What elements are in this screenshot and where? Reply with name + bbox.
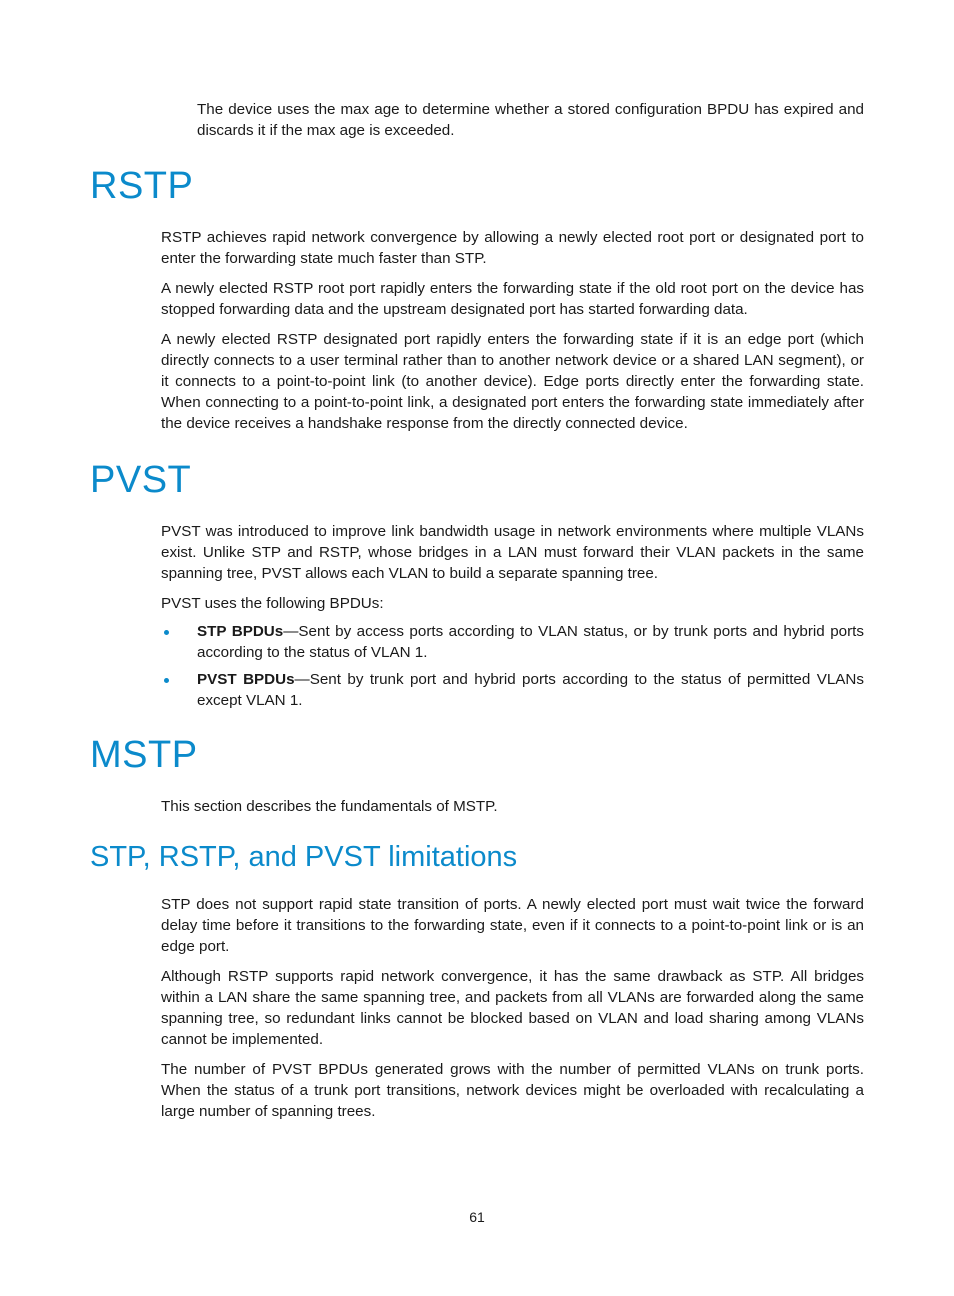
bullet-icon: [164, 678, 169, 683]
bullet-term: STP BPDUs: [197, 623, 284, 640]
rstp-paragraph-1: RSTP achieves rapid network convergence by allowing a newly elected root port or designated port to enter the forwarding state much faster than STP.: [161, 229, 864, 267]
limitations-heading: STP, RSTP, and PVST limitations: [90, 841, 518, 873]
mstp-section: [161, 796, 864, 817]
mstp-heading: MSTP: [90, 734, 198, 776]
pvst-heading: PVST: [90, 459, 192, 501]
rstp-section: [161, 227, 864, 434]
rstp-heading: RSTP: [90, 165, 194, 207]
limitations-paragraph-2: Although RSTP supports rapid network convergence, it has the same drawback as STP. All bridges within a LAN share the same spanning tree, and packets from all VLANs are forwarded along the same spanning tree, so redundant links cannot be blocked based on VLAN and load sharing among VLANs cannot be implemented.: [161, 968, 864, 1048]
rstp-paragraph-2: A newly elected RSTP root port rapidly enters the forwarding state if the old root port on the device has stopped forwarding data and the upstream designated port has started forwarding data.: [161, 280, 864, 318]
page-number: 61: [469, 1209, 485, 1225]
pvst-paragraph-2: PVST uses the following BPDUs:: [161, 595, 384, 612]
intro-paragraph: The device uses the max age to determine whether a stored configuration BPDU has expired and discards it if the max age is exceeded.: [197, 101, 864, 139]
mstp-paragraph: This section describes the fundamentals of MSTP.: [161, 798, 498, 815]
bullet-text: —Sent by trunk port and hybrid ports according to the status of permitted VLANs except VLAN 1.: [197, 671, 864, 709]
bullet-term: PVST BPDUs: [197, 671, 295, 688]
bullet-icon: [164, 630, 169, 635]
limitations-paragraph-1: STP does not support rapid state transition of ports. A newly elected port must wait twice the forward delay time before it transitions to the forwarding state, even if it connects to a point-to-point link or is an edge port.: [161, 896, 864, 955]
limitations-paragraph-3: The number of PVST BPDUs generated grows with the number of permitted VLANs on trunk ports. When the status of a trunk port transitions, network devices might be overloaded with recalculating a large number of spanning trees.: [161, 1061, 864, 1120]
list-item: [161, 669, 864, 711]
rstp-paragraph-3: A newly elected RSTP designated port rapidly enters the forwarding state if it is an edge port (which directly connects to a user terminal rather than to another network device or a shared LAN segment), or it connects to a point-to-point link (to another device). Edge ports directly enter the forwarding state. When connecting to a point-to-point link, a designated port enters the forwarding state immediately after the device receives a handshake response from the directly connected device.: [161, 331, 864, 432]
limitations-section: [161, 894, 864, 1122]
pvst-paragraph-1: PVST was introduced to improve link bandwidth usage in network environments where multiple VLANs exist. Unlike STP and RSTP, whose bridges in a LAN must forward their VLAN packets in the same spanning tree, PVST allows each VLAN to build a separate spanning tree.: [161, 523, 864, 582]
pvst-section: [161, 521, 864, 711]
bullet-text: —Sent by access ports according to VLAN status, or by trunk ports and hybrid ports according to the status of VLAN 1.: [197, 623, 864, 661]
list-item: [161, 621, 864, 663]
pvst-bpdu-list: [161, 621, 864, 711]
